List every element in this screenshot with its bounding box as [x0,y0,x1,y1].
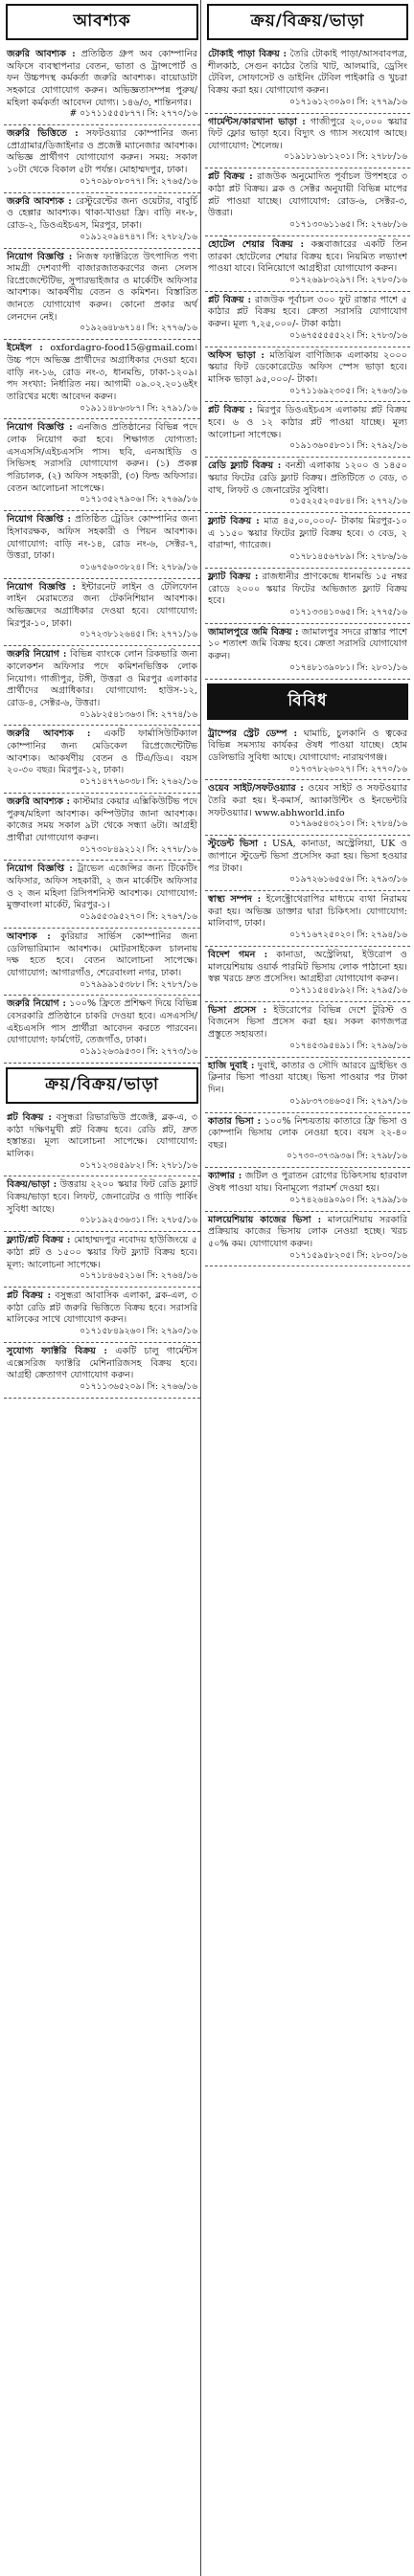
classified-ad [4,511,200,579]
classified-ad [205,891,410,947]
classified-ad [205,780,410,836]
ad-body: মোহাম্মদপুর নবোদয় হাউজিংয়ে ৫ কাঠা প্লট ও ১৫০০ স্কয়ার ফিট ফ্ল্যাট বিক্রয় হবে। মূল্য: আলোচনা সাপেক্ষে। [7,1235,198,1270]
ad-heading: গার্মেন্টস/কারখানা ভাড়া : [208,116,306,127]
ad-body: রাজধানীর প্রাণকেন্দ্রে ধানমন্ডি ১৫ নম্বর রোডে ২০০০ স্কয়ার ফিটের অভিজাত ফ্ল্যাট বিক্রয় হবে। [208,571,407,607]
classified-ad [205,1058,410,1113]
ad-heading: জরুরি আবশ্যক : [7,195,72,207]
ad-body: ঘামাচি, চুলকানি ও ত্বকের বিভিন্ন সমস্যায় কার্যকর ঔষধ পাওয়া যাচ্ছে। হোম ডেলিভারি সুবিধা আছে। যোগাযোগ: নারায়ণগঞ্জ। [208,728,407,763]
classified-ad [4,46,200,125]
ad-contact-ref: ০১৭১১৬৯২৩০৫। সি: ২৭৬৩/১৬ [289,386,407,396]
left-column [4,0,201,2576]
ad-heading: জরুরি আবশ্যক : [7,49,76,59]
ad-contact-ref: ০১৭১৮৪৬৫২১৬। সি: ২৭৬৪/১৬ [80,1271,197,1282]
ad-heading: নিয়োগ বিজ্ঞপ্তি : [7,251,73,262]
ad-body: কক্সবাজারের একটি তিন তারকা হোটেলের শেয়ার বিক্রয় হবে। নিয়মিত লভ্যাংশ পাওয়া যাবে। বিনিয়োগে আগ্রহীরা যোগাযোগ করুন। [208,238,407,275]
classified-ad [205,1113,410,1169]
ad-heading: নিয়োগ বিজ্ঞপ্তি : [7,514,72,526]
classified-ad [4,794,200,862]
ad-heading: ভিসা প্রসেস : [208,1004,267,1016]
ad-heading: প্লট বিক্রয় : [7,1290,52,1302]
ad-heading: ফ্ল্যাট বিক্রয় : [208,516,260,527]
ad-contact-ref: ০১৬৭৫৫৫৫৫২২। সি: ২৭৮৩/১৬ [289,330,407,341]
ad-body: একটি চালু গার্মেন্টস এক্সেসরিজ ফ্যাক্টরি মেশিনারিজসহ বিক্রয় হবে। আগ্রহী ক্রেতাগণ যোগাযোগ করুন। [7,1345,198,1381]
ad-contact-ref: ০১৭০৯৮০৮০৭৭। সি: ২৭৬৫/১৬ [80,176,197,187]
ad-body: মিরপুর ডিওএইচএস এলাকায় প্লট বিক্রয় হবে। ৬ ও ১২ কাঠার প্লট পাওয়া যাচ্ছে। মূল্য আলোচনা সাপেক্ষে। [208,405,407,440]
buy-sell-ads-list-left [4,1109,200,1399]
classified-ad [205,114,410,169]
ad-heading: স্টুডেন্ট ভিসা : [208,839,267,850]
buy-sell-ads-list-right [205,46,410,680]
ad-contact-ref: ০১৯১৮১৬৮১২০১। সি: ২৭৮৮/১৬ [284,152,407,163]
ad-contact-ref: # ০১৭১১৫৫৫৮৭৭। সি: ২৭৭০/১৬ [69,109,197,120]
ad-body: একটি ফার্মাসিউটিক্যাল কোম্পানির জন্য মেডিকেল রিপ্রেজেন্টেটিভ আবশ্যক। আকর্ষণীয় বেতন ও টিএ/ডিএ। বয়স ২০-৩০ বছর। মিরপুর-১২, ঢাকা। [7,728,197,776]
ad-heading: অফিস ভাড়া : [208,349,264,361]
ad-heading: ইমেইল : [7,343,43,354]
ad-contact-ref: ০১৭২৬৯৮৩২৯৭। সি: ২৭৮০/১৬ [289,275,407,285]
ad-body: oxfordagro-food15@gmail.com। উচ্চ পদে অভিজ্ঞ প্রার্থীদের অগ্রাধিকার দেওয়া হবে। বাড়ি নং-১৬, রোড নং-৩, ধানমন্ডি, ঢাকা-১২০৯। পদ সংখ্যা: নির্ধারিত নয়। আগামী ০৯.০২.২০১৬ইং তারিখের মধ্যে আবেদন করুন। [7,343,197,402]
classified-ad [205,947,410,1002]
ad-contact-ref: ০১৯১৩৬০৫৮০১। সি: ২৭৯২/১৬ [289,441,407,452]
ad-heading: রেডি ফ্ল্যাট বিক্রয় : [208,460,282,472]
classified-ad [4,419,200,511]
ad-heading: প্লট বিক্রয় : [208,405,253,416]
ad-contact-ref: ০১৭১৫৮৪৯২৬০। সি: ২৭৯০/১৬ [80,1327,197,1337]
ad-heading: নিয়োগ বিজ্ঞপ্তি : [7,863,73,875]
ad-contact-ref: ০১৭৩৭৮২৬০২৭। সি: ২৭৭০/১৬ [289,764,407,774]
classified-ad [205,236,410,292]
classified-ad [4,1176,200,1232]
classified-ad [4,340,200,419]
ad-body: রেস্টুরেন্টের জন্য ওয়েটার, বাবুর্চি ও হেল্পার আবশ্যক। থাকা-খাওয়া ফ্রি। বাড়ি নং-৮, রোড-২, ডিওএইচএস, মিরপুর, ঢাকা। [7,195,198,231]
ad-contact-ref: ০১৭৪২৬৪৯০৯০। সি: ২৭৯৯/১৬ [289,1195,407,1205]
classified-ad [4,125,200,193]
classified-ad [205,458,410,513]
ad-contact-ref: ০১৯৮২৫৪১৩৬৩। সি: ২৭৭৪/১৬ [80,709,197,720]
classified-ad [205,168,410,236]
ad-heading: টোকাই পাড়া বিক্রয় : [208,49,288,59]
ad-body: মাত্র ৪৫,০০,০০০/- টাকায় মিরপুর-১০ এ ১১৫০ স্কয়ার ফিটের ফ্ল্যাট বিক্রয় হবে। ৩ বেড, ২ বারান্দা, গ্যারেজ। [208,516,407,551]
classified-ad [205,726,410,781]
ad-contact-ref: ০১৯১১৪৮৬৩৮৭। সি: ২৭৯১/১৬ [80,403,197,414]
ad-heading: সুযোগ্য ফ্যাক্টরি বিক্রয় : [7,1345,107,1356]
ad-body: প্রতিষ্ঠিত গ্রুপ অব কোম্পানির অফিসে ব্যবস্থাপনার বেতন, ভাতা ও ট্রান্সপোর্ট ও ফন উচ্চপদস্থ কর্মকর্তা জরুরি আবশ্যক। বায়োডাটা সহকারে যোগাযোগ করুন। অভিজ্ঞতাসম্পন্ন পুরুষ/মহিলা কর্মকর্তা আবেদন যোগ্য। ১৪৬/৩, শান্তিনগর। [7,49,198,108]
ad-contact-ref: ০১৮১৯২৫৩৬৩১। সি: ২৭৮৫/১৬ [80,1216,197,1226]
ad-contact-ref: ০১৭১৫৯৫৮২০৫। সি: ২৮০০/১৬ [289,1250,407,1261]
ad-heading: ওয়েব সাইট/সফটওয়্যার : [208,783,304,795]
ad-heading: নিয়োগ বিজ্ঞপ্তি : [7,422,73,434]
ad-contact-ref: ০১৭৪৮১৩৯০৮১। সি: ২৮০১/১৬ [289,662,407,673]
ad-body: গাজীপুরে ২০,০০০ স্কয়ার ফিট ফ্লোর ভাড়া হবে। বিদ্যুৎ ও গ্যাস সংযোগ আছে। যোগাযোগ: শৈলেন্দ্র। [208,116,407,151]
ad-heading: প্লট বিক্রয় : [208,294,252,305]
ad-contact-ref: ০১৭৩০৮৪৯২১২। সি: ২৭৭৮/১৬ [80,844,197,855]
classified-ad [205,46,410,114]
ad-body: ট্রাভেল এজেন্সির জন্য টিকেটিং অফিসার, অফিস সহকারী, ২ জন মার্কেটিং অফিসার ও ২ জন মহিলা রিসিপশনিস্ট আবশ্যক। যোগাযোগ: মুক্তবাংলা মার্কেট, মিরপুর-১। [7,863,197,911]
ad-body: জামালপুর সদরে রাস্তার পাশে ১০ শতাংশ জমি বিক্রয় হবে। ক্রেতা সরাসরি যোগাযোগ করুন। [208,626,407,662]
section-header-buy-sell-rent-left: ক্রয়/বিক্রয়/ভাড়া [6,1067,198,1104]
ad-heading: ক্যান্সার : [208,1171,242,1182]
section-header-buy-sell-rent-right: ক্রয়/বিক্রয়/ভাড়া [207,4,408,40]
ad-body: ১০০% ফ্রিতে প্রশিক্ষণ দিয়ে বিভিন্ন বেসরকারি প্রতিষ্ঠানে চাকরি দেওয়া হবে। এসএসসি/এইচএসসি পাস প্রার্থীরা আবেদন করতে পারবেন। যোগাযোগ: ফার্মগেট, তেজগাঁও, ঢাকা। [7,998,197,1046]
ad-contact-ref: ০১৯১২০৯৪৭৪৭। সি: ২৭৮২/১৬ [80,232,197,242]
classified-ad [205,347,410,403]
classified-ad [4,861,200,929]
ad-body: সফটওয়্যার কোম্পানির জন্য প্রোগ্রামার/ডিজাইনার ও প্রজেক্ট ম্যানেজার আবশ্যক। অভিজ্ঞ প্রার্থীগণ যোগাযোগ করুন। সময়: সকাল ১০টা থেকে বিকাল ৫টা পর্যন্ত। মোহাম্মদপুর, ঢাকা। [7,128,197,176]
ad-contact-ref: ০১৭৯৬৫৪৩২১০। সি: ২৭৮৪/১৬ [289,819,407,830]
classified-ad [4,996,200,1064]
ad-body: বসুন্ধরা আবাসিক এলাকা, ব্লক-এল, ৩ কাঠা রেডি প্লট জরুরি ভিত্তিতে বিক্রয় হবে। সরাসরি মালিকের সাথে যোগাযোগ করুন। [7,1290,198,1326]
ad-contact-ref: ০১৭১২৩৪৫৯৮২। সি: ২৭৮১/১৬ [80,1160,197,1171]
ad-contact-ref: ০১৫২২৫২০৫৮৪। সি: ২৭৭২/১৬ [289,497,407,507]
ad-heading: প্লট বিক্রয় : [7,1111,52,1123]
ad-contact-ref: ০১৯৫৫৩৯৫২৭০। সি: ২৭৬৭/১৬ [80,912,197,923]
section-header-wanted: আবশ্যক [6,4,198,40]
ad-contact-ref: ০১৭৩০-৩৭৩৯৩৬। সি: ২৭৯৮/১৬ [287,1152,407,1162]
classified-ad [4,646,200,726]
ad-heading: জরুরি আবশ্যক : [7,728,91,740]
ad-body: জটিল ও পুরাতন রোগের চিকিৎসায় হারবাল ঔষধ পাওয়া যায়। বিনামূল্যে পরামর্শ দেওয়া হয়। [208,1171,408,1194]
ad-heading: ফ্ল্যাট বিক্রয় : [208,571,259,582]
ad-body: এনজিও প্রতিষ্ঠানের বিভিন্ন পদে লোক নিয়োগ করা হবে। শিক্ষাগত যোগ্যতা: এসএসসি/এইচএসসি পাস। ছবি, এনআইডি ও সিভিসহ সরাসরি যোগাযোগ করুন। (১) প্রকল্প পরিচালক, (২) অফিস সহকারী, (৩) ফিল্ড অফিসার। বেতন আলোচনা সাপেক্ষে। [7,422,197,494]
ad-body: ইন্টারনেট লাইন ও টেলিফোন লাইন মেরামতের জন্য টেকনিশিয়ান আবশ্যক। অভিজ্ঞদের অগ্রাধিকার দেওয়া হবে। যোগাযোগ: মিরপুর-১০, ঢাকা। [7,581,197,629]
ad-contact-ref: ০১৭১১৫৪৫৮৯২। সি: ২৭৯৫/১৬ [289,985,407,996]
ad-body: রাজউক অনুমোদিত পূর্বাচল উপশহরে ৩ কাঠা প্লট বিক্রয়। ব্লক ও সেক্টর অনুযায়ী বিভিন্ন মাপের প্লট পাওয়া যাচ্ছে। যোগাযোগ: রোড-৬, সেক্টর-৩, উত্তরা। [208,171,407,219]
classified-ad [205,292,410,347]
ad-heading: মালয়েশিয়ায় কাজের ভিসা : [208,1214,322,1225]
wanted-ads-list [4,46,200,1064]
ad-heading: জরুরি আবশ্যক : [7,795,71,807]
ad-body: মতিঝিল বাণিজ্যিক এলাকায় ২০০০ স্কয়ার ফিট ডেকোরেটেড অফিস স্পেস ভাড়া হবে। মাসিক ভাড়া ৯৫,০০০/- টাকা। [208,349,408,385]
miscellaneous-ads-list [205,726,410,1267]
ad-body: রাজউক পূর্বাচল ৩০০ ফুট রাস্তার পাশে ৫ কাঠার প্লট বিক্রয় হবে। ক্রেতা সরাসরি যোগাযোগ করুন। মূল্য ৭,২৫,০০০/- টাকা কাঠা। [208,294,407,329]
classified-ad [205,624,410,680]
ad-heading: জরুরি নিয়োগ : [7,998,66,1010]
ad-heading: স্বাস্থ্য সম্পদ : [208,894,262,906]
ad-body: বসুন্ধরা রিভারভিউ প্রজেক্ট, ব্লক-এ, ৩ কাঠা দক্ষিণমুখী প্লট বিক্রয় হবে। রেডি প্লট, দ্রুত হস্তান্তর। মূল্য আলোচনা সাপেক্ষে। যোগাযোগ: মালিক। [7,1111,197,1159]
classified-ad [205,1168,410,1211]
ad-contact-ref: ০১৭৯৯৯১৫৩৮৮। সি: ২৭৮৭/১৬ [80,979,197,990]
right-column [205,0,410,2576]
ad-contact-ref: ০১৭১৪৭৭৬০৩৮। সি: ২৭৬২/১৬ [80,777,197,788]
ad-body: বিভিন্ন ব্যাংকে লোন রিকভারি জন্য কালেকশন অফিসার পদে কমিশনভিত্তিক লোক নিয়োগ। গাজীপুর, টঙ্গী, উত্তরা ও মিরপুর এলাকার প্রার্থীদের অগ্রাধিকার। যোগাযোগ: হাউস-১২, রোড-৪, সেক্টর-৬, উত্তরা। [7,649,197,708]
ad-heading: নিয়োগ বিজ্ঞপ্তি : [7,581,76,593]
ad-heading: ফ্ল্যাট/প্লট বিক্রয় : [7,1235,71,1246]
classified-ad [4,579,200,647]
ad-contact-ref: ০১৭১৩৫২৭৯০৬। সি: ২৭৬৯/১৬ [80,495,197,505]
ad-heading: হাজি দুবাই : [208,1060,255,1071]
ad-contact-ref: ০১৭১১৩৬৫২০৯। সি: ২৭৬৬/১৬ [80,1381,197,1392]
ad-body: নিজস্ব ফ্যাক্টরিতে উৎপাদিত পণ্য সামগ্রী দেশব্যাপী বাজারজাতকরণের জন্য সেলস রিপ্রেজেন্টেটিভ, সুপারভাইজার ও মার্কেটিং অফিসার আবশ্যক। আকর্ষণীয় বেতন ও কমিশন। বিস্তারিত জানতে যোগাযোগ করুন। কোনো প্রকার অর্থ লেনদেন নেই। [7,251,197,323]
ad-body: ইউরোপের বিভিন্ন দেশে টুরিস্ট ও বিজনেস ভিসা প্রসেস করা হয়। সকল কাগজপত্র প্রস্তুতে সহায়তা। [208,1004,407,1041]
classified-ad [205,513,410,569]
ad-heading: বিদেশ গমন : [208,949,268,960]
classified-ad [4,1288,200,1343]
ad-body: তৈরি টোকাই পাড়া/আসবাবপত্র, শীলকাঠ, সেগুন কাঠের তৈরি খাট, আলমারি, ড্রেসিং টেবিল, সোফাসেট ও ডাইনিং টেবিল পাইকারি ও খুচরা বিক্রয় করা হয়। যোগাযোগ করুন। [208,49,407,96]
classified-ad [205,1212,410,1267]
ad-heading: জরুরি নিয়োগ : [7,649,67,661]
ad-body: কুরিয়ার সার্ভিস কোম্পানির জন্য ডেলিভারিম্যান আবশ্যক। মোটরসাইকেল চালনায় দক্ষ হতে হবে। বেতন আলোচনা সাপেক্ষে। যোগাযোগ: আগারগাঁও, শেরেবাংলা নগর, ঢাকা। [7,930,197,978]
ad-contact-ref: ০১৯৮৩৭৩৪৬০৫। সি: ২৭৯৭/১৬ [289,1096,407,1107]
classified-ad [4,1232,200,1288]
ad-contact-ref: ০১৭১৬৭২৫০২০। সি: ২৭৯৪/১৬ [289,930,407,941]
ad-contact-ref: ০১৯৭২৬১৬৫৫৬। সি: ২৭৯৩/১৬ [289,875,407,885]
ad-heading: আবশ্যক : [7,930,51,942]
ad-body: ইলেক্ট্রোথেরাপির মাধ্যমে ব্যথা নিরাময় করা হয়। অভিজ্ঞ ডাক্তার দ্বারা চিকিৎসা। যোগাযোগ: মালিবাগ, ঢাকা। [208,894,407,930]
classified-ad [4,1109,200,1177]
classified-ad [4,193,200,249]
ad-body: কানাডা, অস্ট্রেলিয়া, ইউরোপ ও মালয়েশিয়ায় ওয়ার্ক পারমিট ভিসায় লোক পাঠানো হয়। স্বল্প খরচে দ্রুত প্রসেসিং। আগ্রহীরা যোগাযোগ করুন। [208,949,407,985]
section-header-miscellaneous: বিবিধ [207,683,408,720]
ad-heading: কাতার ভিসা : [208,1115,262,1127]
ad-contact-ref: ০১৭৪৫৩৯৫৪৯১। সি: ২৭৯৬/১৬ [289,1041,407,1051]
ad-body: প্রতিষ্ঠিত ট্রেডিং কোম্পানির জন্য হিসাবরক্ষক, অফিস সহকারী ও পিয়ন আবশ্যক। যোগাযোগ: বাড়ি নং-১৪, রোড নং-৬, সেক্টর-৭, উত্তরা, ঢাকা। [7,514,197,562]
ad-contact-ref: ০১৯২৬৪৮৬৭১৪। সি: ২৭৭৬/১৬ [80,324,197,334]
ad-contact-ref: ০১৭১৬১২৩০৯০। সি: ২৭৭৯/১৬ [289,97,407,107]
ad-heading: প্লট বিক্রয় : [208,171,253,183]
ad-contact-ref: ০১৯১২৬৩৯৫৩০। সি: ২৭৭৩/১৬ [80,1047,197,1058]
classified-ad [4,1343,200,1399]
ad-body: USA, কানাডা, অস্ট্রেলিয়া, UK ও জাপানে স্টুডেন্ট ভিসা প্রসেসিং করা হয়। ভিসা হওয়ার পর টাকা। [208,839,407,874]
ad-contact-ref: ০১৭২৩৮১২৬৪৫। সি: ২৭৭১/১৬ [80,630,197,640]
classified-ad [205,1002,410,1058]
classified-ad [4,726,200,794]
ad-contact-ref: ০১৭৮১৪৫৬৭৮৯। সি: ২৭৮৬/১৬ [289,552,407,563]
classified-ad [205,402,410,458]
ad-body: কাস্টমার কেয়ার এক্সিকিউটিভ পদে পুরুষ/মহিলা আবশ্যক। কম্পিউটার জানা আবশ্যক। কাজের সময় সকাল ৯টা থেকে সন্ধ্যা ৬টা। আগ্রহী প্রার্থীরা যোগাযোগ করুন। [7,795,197,843]
ad-heading: হোটেল শেয়ার বিক্রয় : [208,238,305,250]
ad-body: ১০০% নিশ্চয়তায় কাতারে ফ্রি ভিসা ও কোম্পানি ভিসায় লোক নেওয়া হবে। বয়স ২২-৪০ বছর। [208,1115,407,1151]
ad-body: ওয়েব সাইট ও সফটওয়্যার তৈরি করা হয়। ই-কমার্স, অ্যাকাউন্টিং ও ইনভেন্টরি সফটওয়্যার। www.abhworld.info [208,783,407,818]
ad-contact-ref: ০১৬৭৫৬০৩৮২৪। সি: ২৭৮৯/১৬ [80,562,197,572]
classified-ad [205,569,410,624]
ad-heading: ট্রাম্পের স্ট্রেট ডেম্প : [208,728,298,739]
classified-ad [4,249,200,341]
ad-heading: বিক্রয়/ভাড়া : [7,1179,58,1191]
classified-ad [205,836,410,891]
classified-ad [4,929,200,997]
ad-contact-ref: ০১৭১৩৩৪১০৬৫। সি: ২৭৭৫/১৬ [289,607,407,617]
ad-body: উত্তরায় ২২০০ স্কয়ার ফিট রেডি ফ্ল্যাট বিক্রয়/ভাড়া হবে। লিফট, জেনারেটর ও গাড়ি পার্কিং সুবিধা আছে। [7,1179,197,1215]
ad-heading: জামালপুরে জমি বিক্রয় : [208,626,299,638]
ad-body: মালয়েশিয়ায় সরকারি প্রক্রিয়ায় কাজের ভিসায় লোক নেওয়া হচ্ছে। খরচ ৫০% কম। যোগাযোগ করুন। [208,1214,407,1249]
ad-body: দুবাই, কাতার ও সৌদি আরবে ড্রাইভিং ও ক্লিনার ভিসা পাওয়া যাচ্ছে। ভিসা পাওয়ার পর টাকা দিন। [208,1060,407,1095]
ad-body: বনশ্রী এলাকায় ১২০০ ও ১৪৫০ স্কয়ার ফিটের রেডি ফ্ল্যাট বিক্রয়। প্রতিটিতে ৩ বেড, ৩ বাথ, লিফট ও জেনারেটর সুবিধা। [208,460,407,496]
ad-heading: জরুরি ভিত্তিতে : [7,128,79,140]
ad-contact-ref: ০১৭১৩০৬১১৬৫। সি: ২৭৬৮/১৬ [289,219,407,230]
